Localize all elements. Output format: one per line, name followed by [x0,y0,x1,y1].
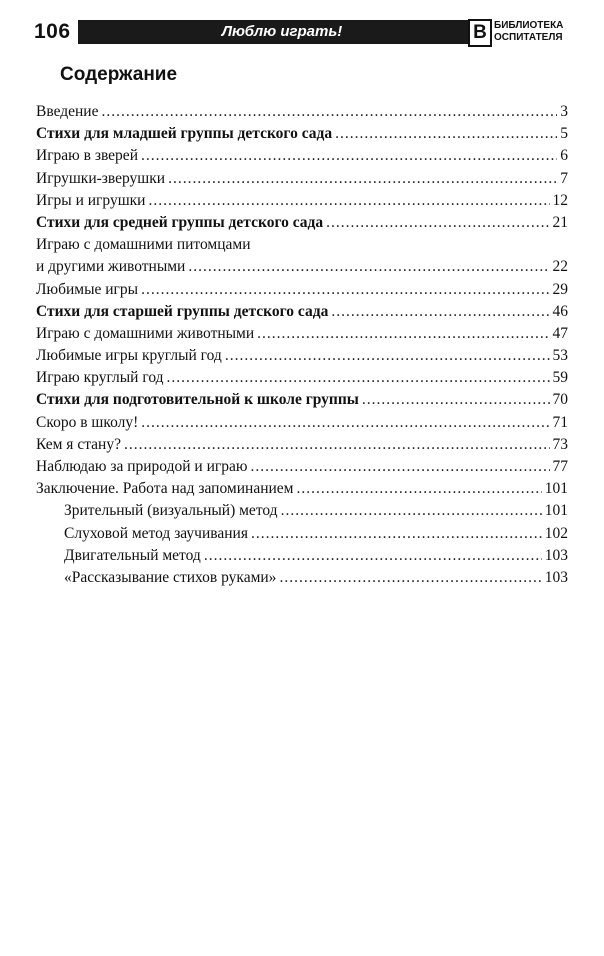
dot-leader [204,545,542,567]
toc-entry [36,279,568,301]
toc-title: Содержание [60,64,178,85]
toc-entry-page: 12 [552,191,568,209]
toc-entry-text: Зрительный (визуальный) метод [64,502,278,520]
toc-entry-text: Игрушки-зверушки [36,169,166,187]
toc-entry-page: 47 [552,324,568,342]
toc-entry-page: 71 [552,413,568,431]
toc-subentry [36,567,568,589]
toc-entry-page: 6 [560,147,568,165]
toc-entry-text: Скоро в школу! [36,413,139,431]
toc-entry-page: 101 [544,502,568,520]
dot-leader [124,434,550,456]
dot-leader [257,323,549,345]
toc-section [36,389,568,411]
toc-subentry [36,545,568,567]
toc-entry-text: Стихи для старшей группы детского сада [36,302,329,320]
toc-entry-page: 101 [544,480,568,498]
toc-entry [36,168,568,190]
toc-entry-text: Введение [36,103,99,120]
toc-entry [36,478,568,500]
toc-entry-text: Играю с домашними животными [36,324,255,342]
toc-entry-text: Стихи для младшей группы детского сада [36,125,333,143]
toc-subentry [36,500,568,522]
dot-leader [141,412,549,434]
series-name-line-1: БИБЛИОТЕКА [494,20,564,31]
series-logo: В [468,19,492,47]
toc-section [36,301,568,323]
toc-entry-text: Наблюдаю за природой и играю [36,458,248,475]
dot-leader [101,101,557,123]
toc-entry-first-line [36,234,568,256]
toc-entry-page: 22 [552,258,568,276]
toc-entry-page: 77 [552,458,568,475]
series-name [494,20,563,44]
dot-leader [362,389,550,411]
dot-leader [296,478,541,500]
table-of-contents [36,101,568,589]
toc-entry-text: Стихи для средней группы детского сада [36,213,324,231]
dot-leader [251,523,542,545]
dot-leader [141,145,557,167]
toc-entry [36,434,568,456]
toc-entry-page: 59 [552,369,568,387]
toc-entry-text: и другими животными [36,258,186,276]
toc-entry [36,323,568,345]
dot-leader [326,212,549,234]
dot-leader [148,190,549,212]
toc-entry-text: Стихи для подготовительной к школе группы [36,391,359,409]
toc-entry [36,456,568,478]
toc-entry [36,145,568,167]
toc-entry-page: 46 [552,302,568,320]
toc-entry-text: Двигательный метод [64,546,201,564]
dot-leader [141,279,549,301]
dot-leader [250,456,549,478]
dot-leader [188,256,549,278]
dot-leader [331,301,549,323]
toc-entry [36,412,568,434]
toc-entry-page: 102 [544,524,568,542]
toc-entry-text: Кем я стану? [36,435,121,453]
toc-entry-page: 53 [552,347,568,365]
dot-leader [225,345,550,367]
toc-entry-page: 29 [552,280,568,298]
toc-entry-text: Заключение. Работа над запоминанием [36,480,294,498]
toc-entry [36,367,568,389]
toc-entry-text: Любимые игры [36,280,139,298]
toc-entry-page: 73 [552,435,568,453]
toc-entry [36,101,568,123]
toc-entry [36,256,568,278]
dot-leader [168,168,557,190]
dot-leader [335,123,557,145]
toc-entry-text: Любимые игры круглый год [36,347,222,365]
page-header [34,18,574,46]
series-name-line-2: ОСПИТАТЕЛЯ [494,32,563,43]
dot-leader [167,367,550,389]
toc-entry-page: 21 [552,213,568,231]
toc-entry-page: 103 [544,546,568,564]
toc-entry-text: Играю с домашними питомцами [36,236,251,254]
toc-section [36,212,568,234]
page-number: 106 [34,20,71,43]
toc-entry-page: 103 [544,568,568,586]
toc-entry-page: 7 [560,169,568,187]
toc-entry-text: Играю круглый год [36,369,164,387]
toc-entry-text: «Рассказывание стихов руками» [64,568,277,586]
book-title: Люблю играть! [221,23,343,40]
toc-entry-text: Игры и игрушки [36,191,146,209]
dot-leader [281,500,542,522]
dot-leader [279,567,541,589]
book-title-bar [78,20,486,44]
toc-entry-page: 5 [560,125,568,143]
toc-subentry [36,523,568,545]
toc-entry-page: 3 [560,103,568,120]
toc-entry-page: 70 [552,391,568,409]
toc-entry-text: Слуховой метод заучивания [64,524,248,542]
toc-entry-text: Играю в зверей [36,147,138,165]
toc-section [36,123,568,145]
toc-entry [36,345,568,367]
toc-entry [36,190,568,212]
